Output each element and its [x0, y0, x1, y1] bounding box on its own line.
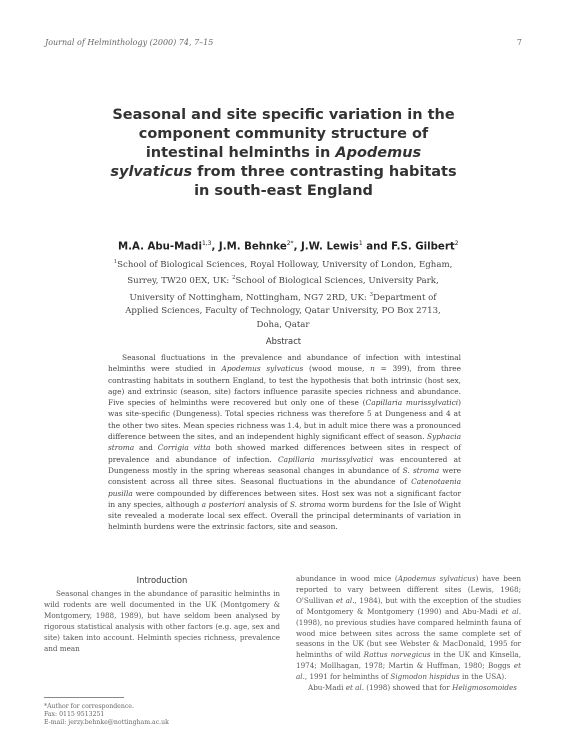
- footnote-correspondence: *Author for correspondence.: [44, 703, 134, 710]
- paragraph: abundance in wood mice (Apodemus sylvaticus) have been reported to vary between different sites (Lewis, 1968; O'Sullivan et al., 1984), but with the exception of the studies of Montgomery & Montgomery (1990) and Abu-Madi et al. (1998), no previous studies have compared helminth fauna of wood mice between sites across the same complete set of seasons in the UK (but see Webster & MacDonald, 1995 for helminths of wild Rattus norvegicus in the UK and Kinsella, 1974; Mollhagan, 1978; Martin & Huffman, 1980; Boggs et al., 1991 for helminths of Sigmodon hispidus in the USA).: [296, 574, 522, 682]
- title-line: component community structure of: [138, 126, 429, 142]
- journal-citation: Journal of Helminthology (2000) 74, 7–15: [45, 38, 214, 47]
- footnotes: [44, 703, 280, 728]
- affiliations: $^1$School of Biological Sciences, Royal Holloway, University of London, Egham, Surrey, TW20 0EX, UK: $^2$School of Biological Sciences, University Park, University of Nottingham, Nottingham, NG7 2RD, UK: $^3$Department of Applied Sciences, Faculty of Technology, Qatar University, PO Box 2713, Doha, Qatar: [113, 259, 453, 330]
- abstract-heading: Abstract: [265, 336, 302, 346]
- paragraph: Abu-Madi et al. (1998) showed that for Heligmosomoides: [308, 683, 517, 693]
- footnote-fax: Fax: 0115 9513251: [44, 711, 105, 719]
- title-line: in south-east England: [194, 183, 373, 199]
- footnote-email: E-mail: jerzy.behnke@nottingham.ac.uk: [44, 719, 169, 727]
- introduction-left-column: Seasonal changes in the abundance of parasitic helminths in wild rodents are well documented in the UK (Montgomery & Montgomery, 1988, 1989), but have seldom been analysed by rigorous statistical analysis with other factors (e.g. age, sex and site) taken into account. Helminth species richness, prevalence and mean: [44, 589, 280, 653]
- paper-title: [80, 106, 487, 201]
- introduction-heading: Introduction: [136, 575, 188, 585]
- title-line: sylvaticus from three contrasting habitats: [110, 164, 457, 180]
- author-list: M.A. Abu-Madi$^{1,3}$, J.M. Behnke$^{2*}$, J.W. Lewis$^1$ and F.S. Gilbert$^2$: [118, 240, 459, 253]
- footnote-rule: [44, 697, 124, 698]
- title-line: intestinal helminths in Apodemus: [145, 145, 422, 161]
- running-head: [45, 38, 522, 50]
- introduction-right-column: [296, 574, 521, 694]
- abstract-body: Seasonal fluctuations in the prevalence and abundance of infection with intestinal helminths were studied in Apodemus sylvaticus (wood mouse, n = 399), from three contrasting habitats in southern England, to test the hypothesis that both intrinsic (host sex, age) and extrinsic (season, site) factors influence parasite species richness and abundance. Five species of helminths were recovered but only one of these (Capillaria murissylvatici) was site-specific (Dungeness). Total species richness was therefore 5 at Dungeness and 4 at the other two sites. Mean species richness was 1.4, but in adult mice there was a pronounced difference between the sites, and an independent highly significant effect of season. Syphacia stroma and Corrigia vitta both showed marked differences between sites in respect of prevalence and abundance of infection. Capillaria murissylvatici was encountered at Dungeness mostly in the spring whereas seasonal changes in abundance of S. stroma were consistent across all three sites. Seasonal fluctuations in the abundance of Catenotaenia pusilla were compounded by differences between sites. Host sex was not a significant factor in any species, although a posteriori analysis of S. stroma worm burdens for the Isle of Wight site revealed a moderate local sex effect. Overall the principal determinants of variation in helminth burdens were the extrinsic factors, site and season.: [108, 353, 461, 532]
- page-number: 7: [516, 38, 522, 47]
- title-line: Seasonal and site specific variation in the: [112, 107, 455, 123]
